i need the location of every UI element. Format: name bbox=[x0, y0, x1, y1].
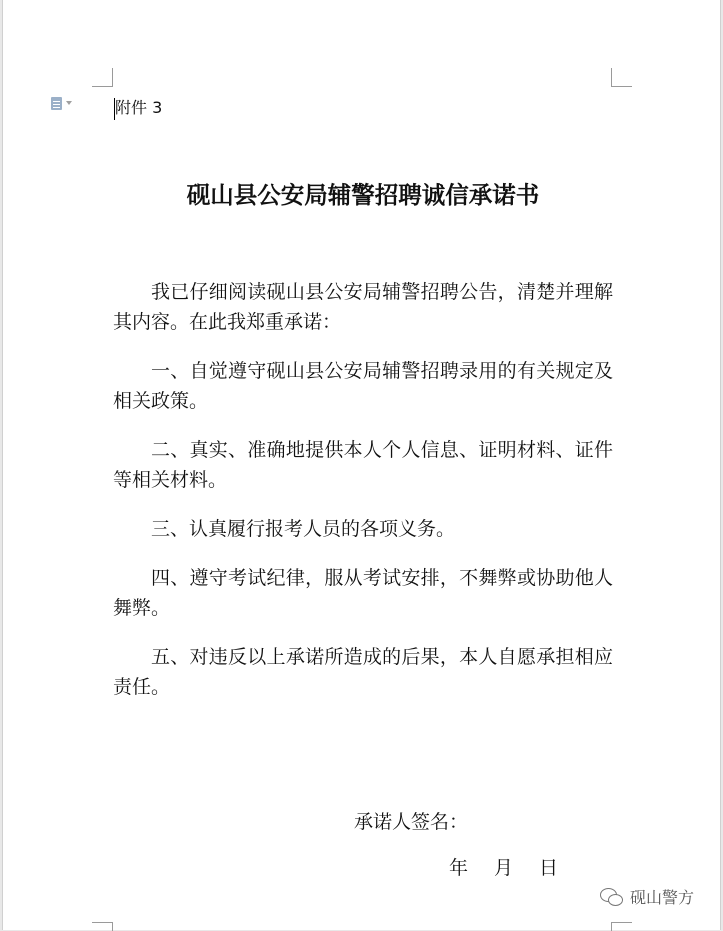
date-day: 日 bbox=[539, 857, 559, 879]
watermark-text: 砚山警方 bbox=[630, 888, 695, 907]
document-title[interactable]: 砚山县公安局辅警招聘诚信承诺书 bbox=[186, 181, 540, 209]
watermark bbox=[600, 885, 694, 908]
attachment-label[interactable]: 附件 3 bbox=[115, 98, 163, 117]
paragraph-options-button[interactable] bbox=[51, 94, 81, 112]
date-month: 月 bbox=[494, 857, 514, 879]
date-year: 年 bbox=[449, 857, 469, 879]
paragraph-item-2[interactable]: 二、真实、准确地提供本人个人信息、证明材料、证件等相关材料。 bbox=[113, 439, 613, 491]
paragraph-intro[interactable]: 我已仔细阅读砚山县公安局辅警招聘公告，清楚并理解其内容。在此我郑重承诺： bbox=[113, 281, 613, 333]
signature-label[interactable]: 承诺人签名： bbox=[354, 811, 469, 833]
wechat-icon bbox=[600, 887, 624, 907]
chevron-down-icon bbox=[66, 101, 72, 105]
document-body[interactable] bbox=[113, 277, 613, 721]
date-line[interactable] bbox=[449, 854, 558, 882]
document-icon bbox=[51, 97, 62, 110]
document-page[interactable] bbox=[2, 0, 721, 930]
paragraph-item-5[interactable]: 五、对违反以上承诺所造成的后果，本人自愿承担相应责任。 bbox=[113, 646, 613, 698]
margin-mark-top-right bbox=[611, 68, 632, 87]
paragraph-item-4[interactable]: 四、遵守考试纪律，服从考试安排，不舞弊或协助他人舞弊。 bbox=[113, 567, 613, 619]
margin-mark-top-left bbox=[92, 68, 113, 87]
paragraph-item-1[interactable]: 一、自觉遵守砚山县公安局辅警招聘录用的有关规定及相关政策。 bbox=[113, 360, 613, 412]
paragraph-item-3[interactable]: 三、认真履行报考人员的各项义务。 bbox=[151, 518, 456, 540]
